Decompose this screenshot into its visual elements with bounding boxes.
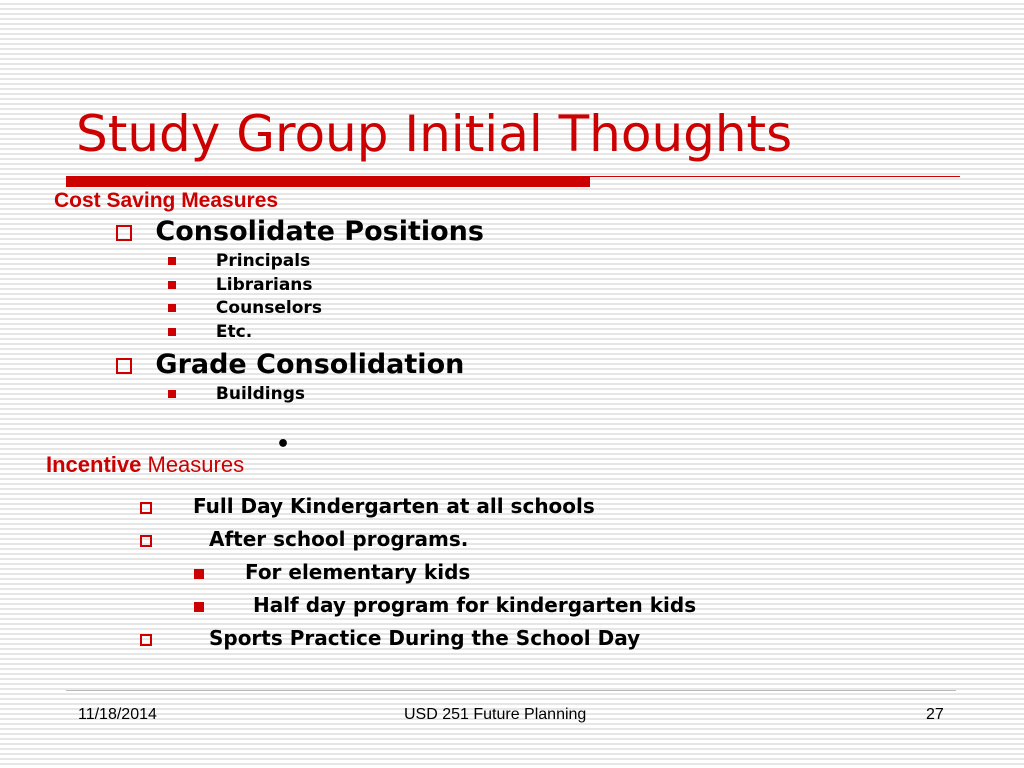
hollow-square-bullet-icon: [140, 535, 152, 547]
hollow-square-bullet-icon: [116, 225, 132, 241]
list-item: [116, 351, 464, 378]
section-heading-incentive-bold: Incentive: [46, 452, 142, 477]
filled-square-bullet-icon: [194, 569, 204, 579]
footer-title: USD 251 Future Planning: [404, 706, 587, 723]
sub-list-item-label: For elementary kids: [244, 560, 471, 584]
filled-square-bullet-icon: [168, 257, 176, 265]
hollow-square-bullet-icon: [140, 634, 152, 646]
sub-list-item-label: Half day program for kindergarten kids: [252, 593, 697, 617]
list-item-label: Consolidate Positions: [155, 216, 484, 247]
sub-list-item: [194, 562, 470, 582]
hollow-square-bullet-icon: [116, 358, 132, 374]
sub-list-item-label: Counselors: [215, 298, 322, 318]
filled-square-bullet-icon: [168, 390, 176, 398]
footer-divider: [66, 690, 956, 691]
section-heading-incentive-rest: Measures: [141, 452, 245, 477]
sub-list-item: [168, 324, 252, 341]
sub-list-item: [168, 386, 305, 403]
hollow-square-bullet-icon: [140, 502, 152, 514]
section-heading-incentive: [46, 452, 244, 478]
filled-square-bullet-icon: [168, 328, 176, 336]
list-item-label: Sports Practice During the School Day: [208, 626, 641, 650]
filled-square-bullet-icon: [168, 304, 176, 312]
list-item: [140, 496, 595, 516]
list-item: [116, 218, 484, 245]
sub-list-item: [168, 277, 313, 294]
filled-square-bullet-icon: [168, 281, 176, 289]
list-item: [140, 529, 468, 549]
slide-title: Study Group Initial Thoughts: [76, 105, 793, 163]
section-heading-cost: Cost Saving Measures: [54, 189, 279, 212]
footer-date: 11/18/2014: [78, 706, 157, 723]
sub-list-item-label: Principals: [215, 251, 311, 271]
sub-list-item-label: Etc.: [215, 322, 253, 342]
list-item-label: Full Day Kindergarten at all schools: [192, 494, 595, 518]
list-item-label: After school programs.: [208, 527, 469, 551]
sub-list-item: [168, 300, 322, 317]
sub-list-item-label: Librarians: [215, 275, 313, 295]
page-number: 27: [926, 706, 944, 723]
sub-list-item-label: Buildings: [215, 384, 306, 404]
sub-list-item: [194, 595, 696, 615]
list-item-label: Grade Consolidation: [155, 349, 465, 380]
list-item: [140, 628, 640, 648]
sub-list-item: [168, 253, 310, 270]
title-underline-thin: [590, 176, 960, 177]
title-underline-thick: [66, 176, 590, 187]
filled-square-bullet-icon: [194, 602, 204, 612]
stray-bullet: •: [276, 432, 291, 457]
